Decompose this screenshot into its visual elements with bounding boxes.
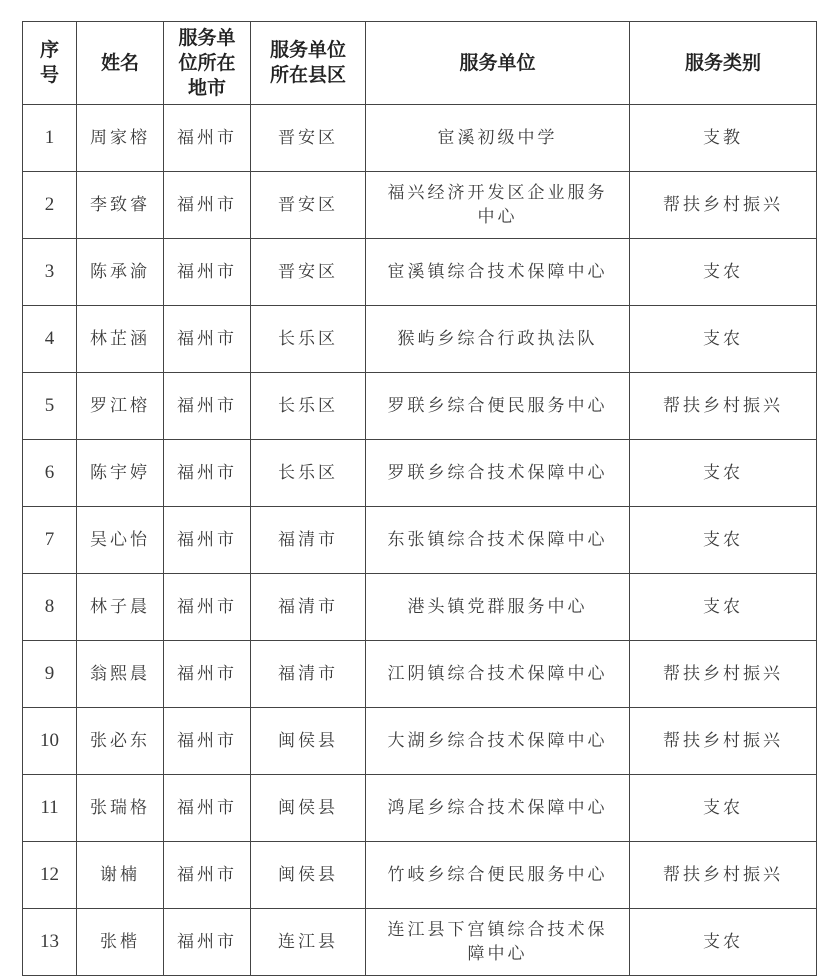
cell-district: 长乐区	[251, 440, 366, 507]
table-header	[23, 22, 817, 105]
cell-name: 谢楠	[77, 842, 164, 909]
cell-city: 福州市	[164, 641, 251, 708]
cell-index: 7	[23, 507, 77, 574]
volunteer-roster-table	[22, 21, 817, 976]
cell-name: 周家榕	[77, 105, 164, 172]
cell-district: 晋安区	[251, 239, 366, 306]
cell-category: 支农	[630, 909, 817, 976]
table-row	[23, 775, 817, 842]
cell-name: 张楷	[77, 909, 164, 976]
cell-unit: 大湖乡综合技术保障中心	[366, 708, 630, 775]
cell-index: 12	[23, 842, 77, 909]
cell-unit: 宦溪初级中学	[366, 105, 630, 172]
cell-name: 张必东	[77, 708, 164, 775]
table-row	[23, 842, 817, 909]
cell-index: 11	[23, 775, 77, 842]
cell-city: 福州市	[164, 440, 251, 507]
cell-index: 6	[23, 440, 77, 507]
cell-index: 8	[23, 574, 77, 641]
table-row	[23, 641, 817, 708]
cell-category: 帮扶乡村振兴	[630, 641, 817, 708]
cell-category: 帮扶乡村振兴	[630, 172, 817, 239]
cell-index: 4	[23, 306, 77, 373]
header-index: 序号	[23, 22, 77, 105]
cell-category: 帮扶乡村振兴	[630, 842, 817, 909]
cell-unit: 连江县下宫镇综合技术保障中心	[366, 909, 630, 976]
header-district: 服务单位所在县区	[251, 22, 366, 105]
cell-unit: 鸿尾乡综合技术保障中心	[366, 775, 630, 842]
cell-city: 福州市	[164, 842, 251, 909]
cell-index: 13	[23, 909, 77, 976]
cell-district: 晋安区	[251, 105, 366, 172]
cell-district: 福清市	[251, 574, 366, 641]
cell-category: 支农	[630, 440, 817, 507]
cell-district: 福清市	[251, 641, 366, 708]
cell-index: 1	[23, 105, 77, 172]
cell-unit: 宦溪镇综合技术保障中心	[366, 239, 630, 306]
cell-index: 5	[23, 373, 77, 440]
cell-index: 2	[23, 172, 77, 239]
cell-unit: 罗联乡综合便民服务中心	[366, 373, 630, 440]
cell-name: 陈宇婷	[77, 440, 164, 507]
table-row	[23, 239, 817, 306]
cell-city: 福州市	[164, 105, 251, 172]
cell-category: 帮扶乡村振兴	[630, 708, 817, 775]
header-category: 服务类别	[630, 22, 817, 105]
cell-city: 福州市	[164, 909, 251, 976]
cell-name: 李致睿	[77, 172, 164, 239]
table-row	[23, 909, 817, 976]
cell-name: 罗江榕	[77, 373, 164, 440]
cell-unit: 猴屿乡综合行政执法队	[366, 306, 630, 373]
table-row	[23, 172, 817, 239]
cell-unit: 福兴经济开发区企业服务中心	[366, 172, 630, 239]
cell-city: 福州市	[164, 373, 251, 440]
cell-name: 翁熙晨	[77, 641, 164, 708]
cell-name: 陈承渝	[77, 239, 164, 306]
table-row	[23, 373, 817, 440]
cell-district: 长乐区	[251, 373, 366, 440]
cell-district: 福清市	[251, 507, 366, 574]
header-unit: 服务单位	[366, 22, 630, 105]
cell-city: 福州市	[164, 574, 251, 641]
cell-city: 福州市	[164, 239, 251, 306]
cell-name: 张瑞格	[77, 775, 164, 842]
cell-category: 支农	[630, 507, 817, 574]
cell-district: 闽侯县	[251, 842, 366, 909]
cell-city: 福州市	[164, 306, 251, 373]
table-row	[23, 105, 817, 172]
cell-name: 林芷涵	[77, 306, 164, 373]
cell-district: 长乐区	[251, 306, 366, 373]
cell-unit: 港头镇党群服务中心	[366, 574, 630, 641]
cell-unit: 罗联乡综合技术保障中心	[366, 440, 630, 507]
header-city: 服务单位所在地市	[164, 22, 251, 105]
cell-district: 连江县	[251, 909, 366, 976]
cell-district: 晋安区	[251, 172, 366, 239]
cell-district: 闽侯县	[251, 775, 366, 842]
table-body	[23, 105, 817, 976]
cell-city: 福州市	[164, 708, 251, 775]
header-row	[23, 22, 817, 105]
cell-category: 支农	[630, 306, 817, 373]
cell-category: 支农	[630, 574, 817, 641]
cell-name: 吴心怡	[77, 507, 164, 574]
cell-index: 3	[23, 239, 77, 306]
cell-index: 9	[23, 641, 77, 708]
cell-city: 福州市	[164, 172, 251, 239]
cell-index: 10	[23, 708, 77, 775]
cell-category: 支农	[630, 239, 817, 306]
table-row	[23, 708, 817, 775]
cell-category: 支农	[630, 775, 817, 842]
header-name: 姓名	[77, 22, 164, 105]
cell-category: 帮扶乡村振兴	[630, 373, 817, 440]
cell-unit: 江阴镇综合技术保障中心	[366, 641, 630, 708]
table-row	[23, 574, 817, 641]
table-row	[23, 507, 817, 574]
cell-name: 林子晨	[77, 574, 164, 641]
cell-unit: 竹岐乡综合便民服务中心	[366, 842, 630, 909]
cell-category: 支教	[630, 105, 817, 172]
cell-unit: 东张镇综合技术保障中心	[366, 507, 630, 574]
cell-district: 闽侯县	[251, 708, 366, 775]
table-row	[23, 440, 817, 507]
cell-city: 福州市	[164, 507, 251, 574]
cell-city: 福州市	[164, 775, 251, 842]
table-row	[23, 306, 817, 373]
